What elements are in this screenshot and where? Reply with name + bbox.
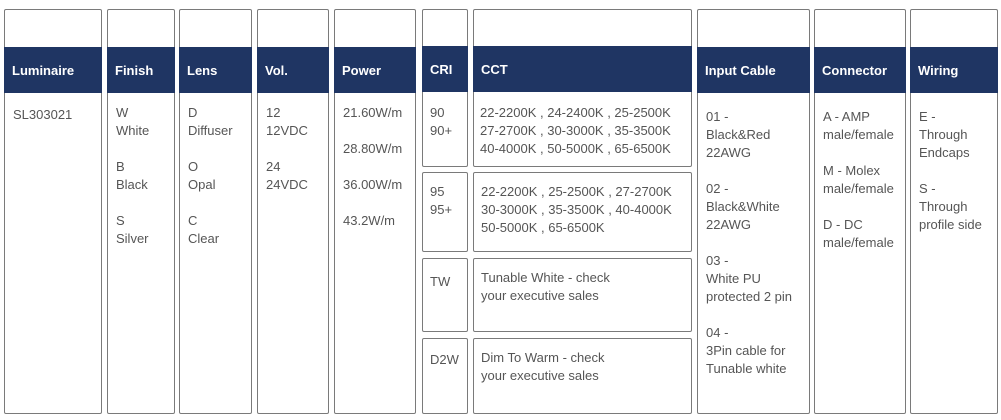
vol-option bbox=[266, 104, 324, 140]
wiring-desc: Endcaps bbox=[919, 145, 970, 160]
input-cable-option bbox=[706, 324, 805, 378]
wiring-header: Wiring bbox=[910, 47, 998, 93]
connector-code: A - AMP bbox=[823, 109, 870, 124]
power-column bbox=[334, 9, 416, 414]
cable-desc: 22AWG bbox=[706, 145, 752, 160]
connector-code: M - Molex bbox=[823, 163, 881, 178]
cct-row bbox=[473, 258, 692, 332]
finish-column bbox=[107, 9, 175, 414]
luminaire-column bbox=[4, 9, 102, 414]
lens-name: Clear bbox=[188, 231, 220, 246]
cct-line: 22-2200K , 25-2500K , 27-2700K bbox=[481, 184, 672, 199]
input-cable-option bbox=[706, 180, 805, 234]
power-header: Power bbox=[334, 47, 416, 93]
cable-code: 02 - bbox=[706, 181, 729, 196]
cable-code: 04 - bbox=[706, 325, 729, 340]
cri-header-cell bbox=[422, 9, 468, 167]
power-value: 28.80W/m bbox=[343, 141, 403, 156]
input-cable-option bbox=[706, 252, 805, 306]
power-value: 36.00W/m bbox=[343, 177, 403, 192]
power-value: 43.2W/m bbox=[343, 213, 396, 228]
cable-desc: White PU bbox=[706, 271, 761, 286]
cct-line: 40-4000K , 50-5000K , 65-6500K bbox=[480, 141, 671, 156]
lens-column bbox=[179, 9, 252, 414]
finish-option bbox=[116, 104, 170, 140]
vol-option bbox=[266, 158, 324, 194]
cri-row bbox=[422, 172, 468, 252]
lens-option bbox=[188, 158, 247, 194]
cri-value: 90 bbox=[430, 105, 445, 120]
cable-desc: Black&White bbox=[706, 199, 780, 214]
cct-row bbox=[480, 104, 671, 158]
cri-value: TW bbox=[430, 274, 451, 289]
vol-name: 12VDC bbox=[266, 123, 308, 138]
cct-row bbox=[473, 172, 692, 252]
vol-code: 12 bbox=[266, 105, 281, 120]
cri-value: 95 bbox=[430, 184, 445, 199]
vol-code: 24 bbox=[266, 159, 281, 174]
connector-desc: male/female bbox=[823, 235, 894, 250]
connector-header: Connector bbox=[814, 47, 906, 93]
finish-code: B bbox=[116, 159, 125, 174]
lens-code: O bbox=[188, 159, 199, 174]
connector-code: D - DC bbox=[823, 217, 863, 232]
wiring-option bbox=[919, 108, 993, 162]
lens-name: Diffuser bbox=[188, 123, 233, 138]
cct-line: 50-5000K , 65-6500K bbox=[481, 220, 605, 235]
finish-option bbox=[116, 212, 170, 248]
lens-option bbox=[188, 212, 247, 248]
cct-header: CCT bbox=[473, 46, 692, 92]
connector-desc: male/female bbox=[823, 181, 894, 196]
cri-row bbox=[430, 104, 452, 140]
finish-name: Black bbox=[116, 177, 148, 192]
cri-value-sub: 95+ bbox=[430, 202, 453, 217]
connector-desc: male/female bbox=[823, 127, 894, 142]
wiring-option bbox=[919, 180, 993, 234]
finish-header: Finish bbox=[107, 47, 175, 93]
lens-name: Opal bbox=[188, 177, 216, 192]
cri-row bbox=[422, 258, 468, 332]
wiring-desc: Through bbox=[919, 127, 968, 142]
cct-line: your executive sales bbox=[481, 368, 599, 383]
lens-header: Lens bbox=[179, 47, 252, 93]
lens-option bbox=[188, 104, 247, 140]
cable-desc: 3Pin cable for bbox=[706, 343, 786, 358]
cct-line: Tunable White - check bbox=[481, 270, 610, 285]
cct-row bbox=[473, 338, 692, 414]
cri-value-sub: 90+ bbox=[430, 123, 453, 138]
cct-line: Dim To Warm - check bbox=[481, 350, 605, 365]
cct-line: 22-2200K , 24-2400K , 25-2500K bbox=[480, 105, 671, 120]
wiring-code: E - bbox=[919, 109, 936, 124]
input-cable-column bbox=[697, 9, 810, 414]
cri-header: CRI bbox=[422, 46, 468, 92]
wiring-desc: profile side bbox=[919, 217, 982, 232]
finish-code: W bbox=[116, 105, 129, 120]
connector-option bbox=[823, 216, 901, 252]
connector-option bbox=[823, 108, 901, 144]
luminaire-code: SL303021 bbox=[13, 107, 73, 122]
cable-desc: Black&Red bbox=[706, 127, 771, 142]
input-cable-header: Input Cable bbox=[697, 47, 810, 93]
finish-code: S bbox=[116, 213, 125, 228]
cable-code: 01 - bbox=[706, 109, 729, 124]
lens-code: C bbox=[188, 213, 198, 228]
power-value: 21.60W/m bbox=[343, 105, 403, 120]
vol-name: 24VDC bbox=[266, 177, 308, 192]
finish-name: White bbox=[116, 123, 150, 138]
cable-desc: 22AWG bbox=[706, 217, 752, 232]
vol-header: Vol. bbox=[257, 47, 329, 93]
cri-row bbox=[422, 338, 468, 414]
cable-desc: Tunable white bbox=[706, 361, 787, 376]
wiring-code: S - bbox=[919, 181, 936, 196]
cct-line: 27-2700K , 30-3000K , 35-3500K bbox=[480, 123, 671, 138]
cct-line: your executive sales bbox=[481, 288, 599, 303]
finish-name: Silver bbox=[116, 231, 149, 246]
wiring-column bbox=[910, 9, 998, 414]
finish-option bbox=[116, 158, 170, 194]
cable-desc: protected 2 pin bbox=[706, 289, 793, 304]
cable-code: 03 - bbox=[706, 253, 729, 268]
lens-code: D bbox=[188, 105, 198, 120]
vol-column bbox=[257, 9, 329, 414]
connector-option bbox=[823, 162, 901, 198]
cct-line: 30-3000K , 35-3500K , 40-4000K bbox=[481, 202, 672, 217]
input-cable-option bbox=[706, 108, 805, 162]
connector-column bbox=[814, 9, 906, 414]
luminaire-header: Luminaire bbox=[4, 47, 102, 93]
wiring-desc: Through bbox=[919, 199, 968, 214]
cri-value: D2W bbox=[430, 352, 459, 367]
